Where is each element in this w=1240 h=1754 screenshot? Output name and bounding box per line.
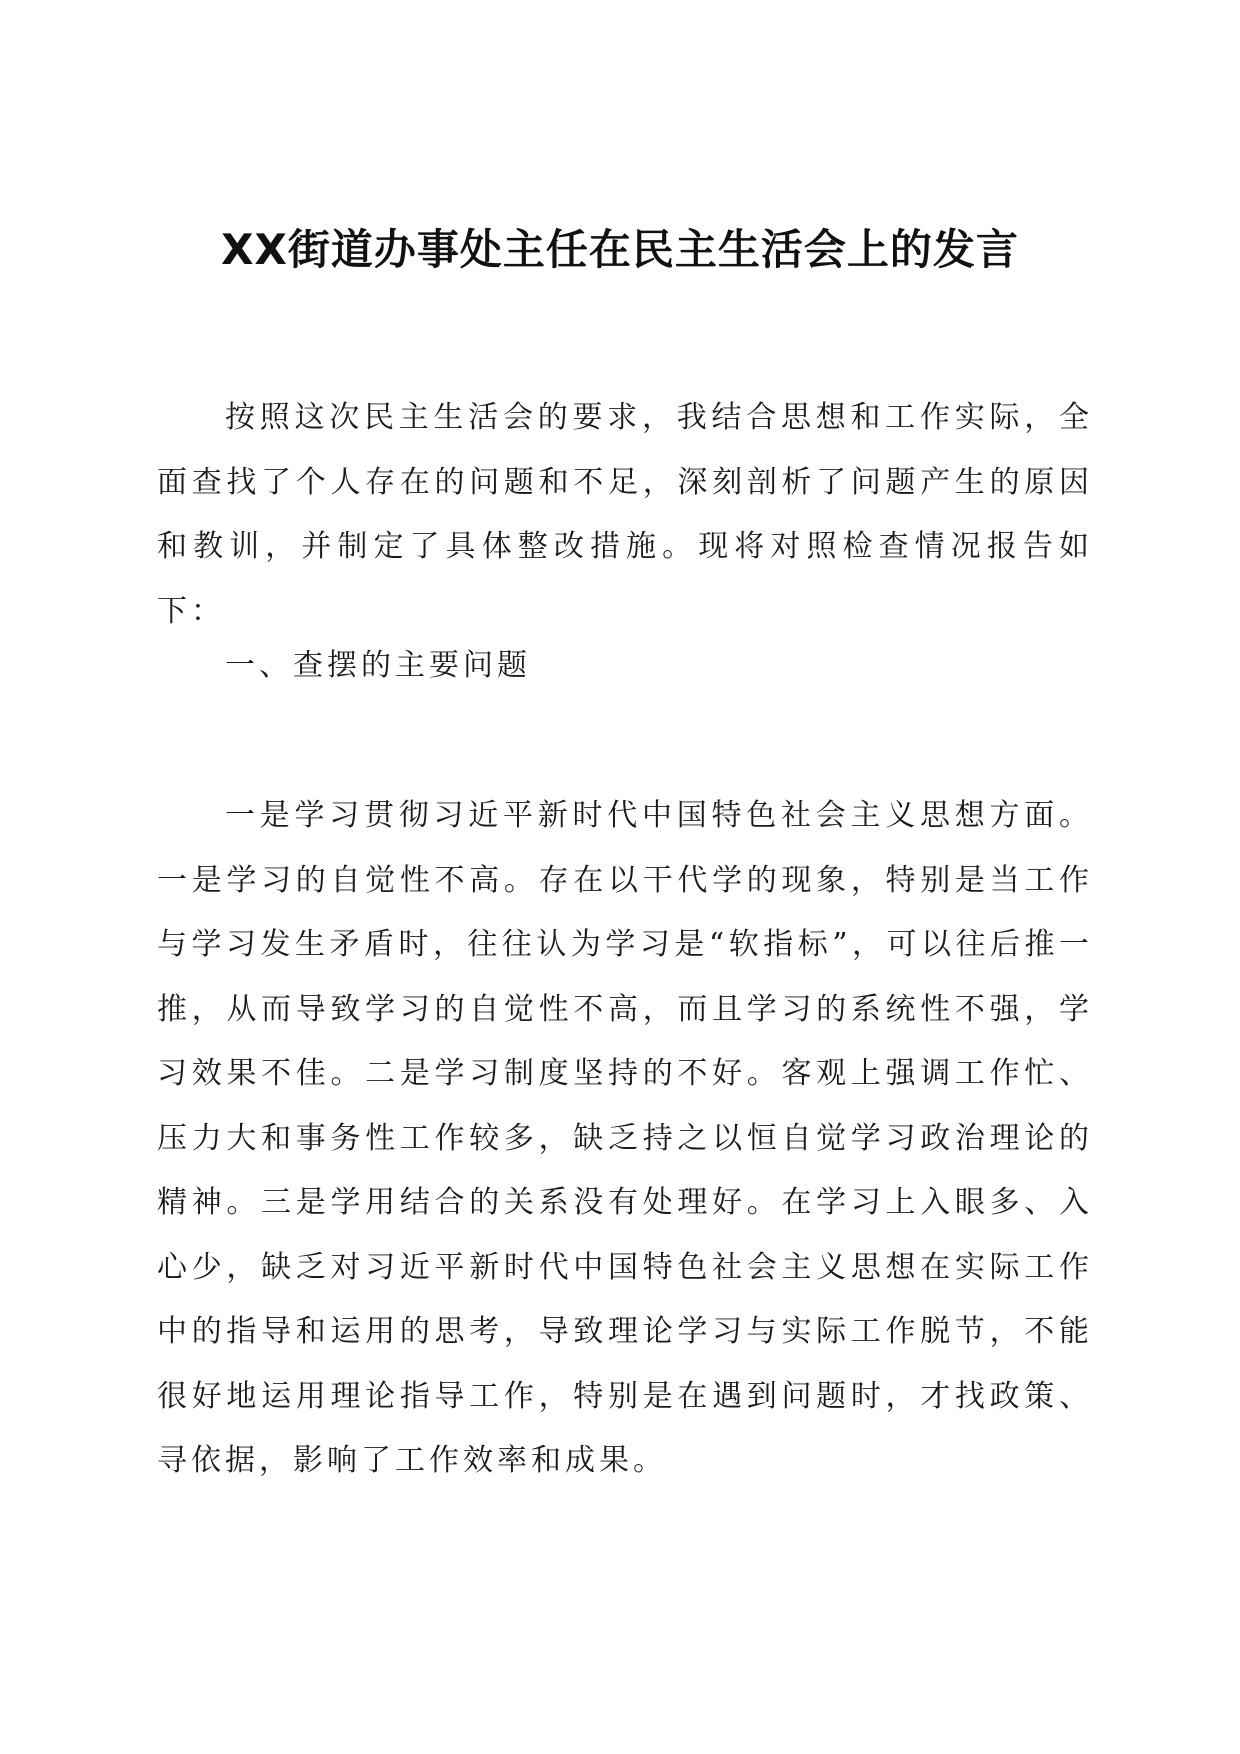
- section-heading: 一、查摆的主要问题: [225, 648, 531, 683]
- document-title: XX街道办事处主任在民主生活会上的发言: [221, 225, 1019, 274]
- body-paragraph: 一是学习贯彻习近平新时代中国特色社会主义思想方面。一是学习的自觉性不高。存在以干代学的现象，特别是当工作与学习发生矛盾时，往往认为学习是“软指标”，可以往后推一推，从而导致学习的自觉性不高，而且学习的系统性不强，学习效果不佳。二是学习制度坚持的不好。客观上强调工作忙、压力大和事务性工作较多，缺乏持之以恒自觉学习政治理论的精神。三是学用结合的关系没有处理好。在学习上入眼多、入心少，缺乏对习近平新时代中国特色社会主义思想在实际工作中的指导和运用的思考，导致理论学习与实际工作脱节，不能很好地运用理论指导工作，特别是在遇到问题时，才找政策、寻依据，影响了工作效率和成果。: [157, 798, 1093, 1478]
- intro-paragraph: 按照这次民主生活会的要求，我结合思想和工作实际，全面查找了个人存在的问题和不足，深刻剖析了问题产生的原因和教训，并制定了具体整改措施。现将对照检查情况报告如下：: [157, 400, 1093, 629]
